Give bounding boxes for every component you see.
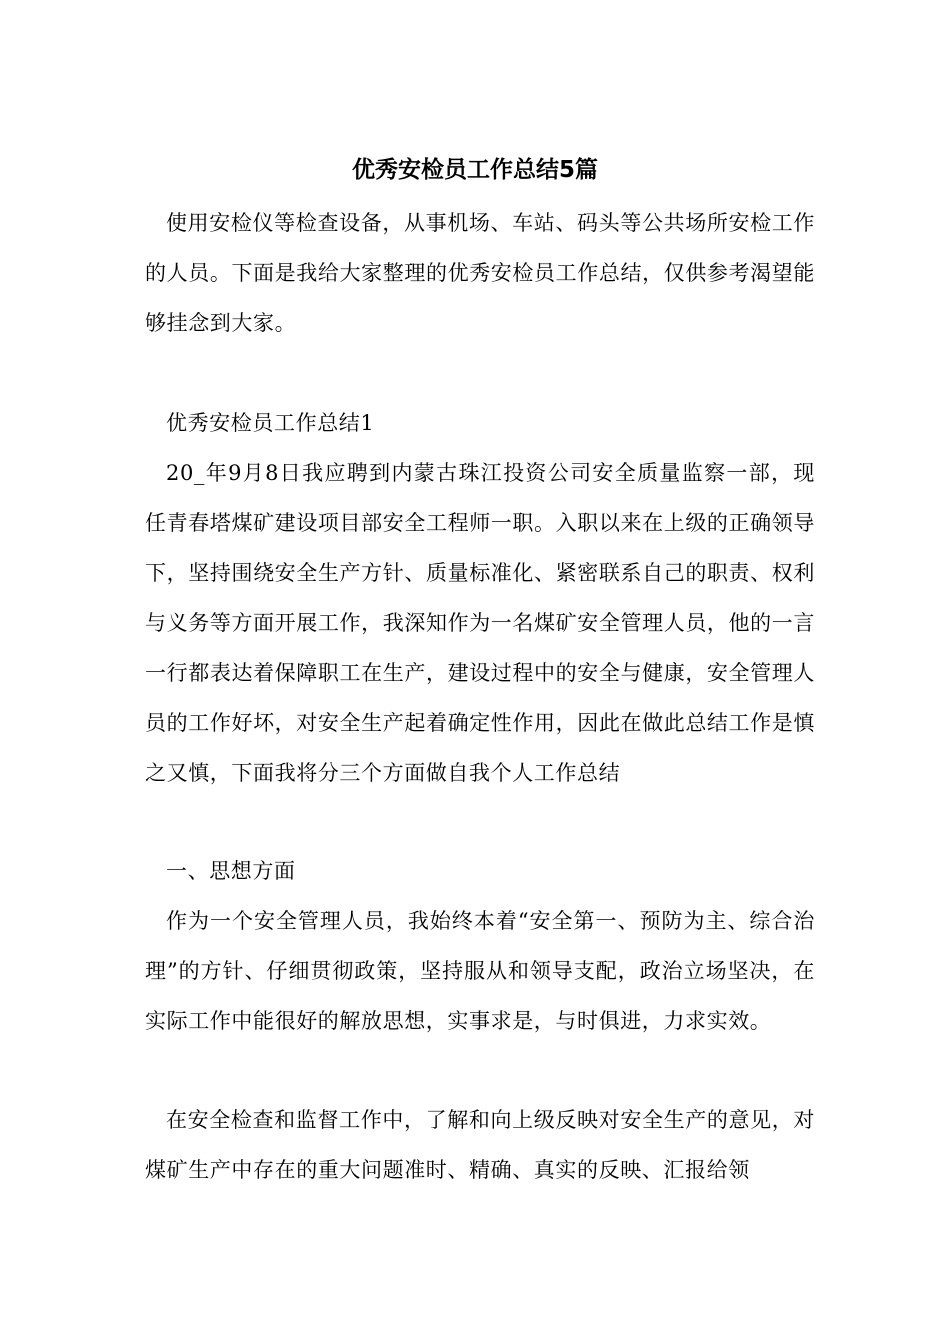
section1-paragraph: 20_年9月8日我应聘到内蒙古珠江投资公司安全质量监察一部，现任青春塔煤矿建设项目部安全工程师一职。入职以来在上级的正确领导下，坚持围绕安全生产方针、质量标准化、紧密联系自己的职责、权利与义务等方面开展工作，我深知作为一名煤矿安全管理人员，他的一言一行都表达着保障职工在生产，建设过程中的安全与健康，安全管理人员的工作好坏，对安全生产起着确定性作用，因此在做此总结工作是慎之又慎，下面我将分三个方面做自我个人工作总结 [145, 461, 815, 785]
subheading-thought: 一、思想方面 [166, 859, 296, 883]
section-heading: 优秀安检员工作总结1 [166, 411, 375, 435]
thought-paragraph: 作为一个安全管理人员，我始终本着“安全第一、预防为主、综合治理”的方针、仔细贯彻政策，坚持服从和领导支配，政治立场坚决，在实际工作中能很好的解放思想，实事求是，与时俱进，力求实效。 [145, 909, 815, 1033]
document-title: 优秀安检员工作总结5篇 [351, 157, 598, 183]
intro-paragraph: 使用安检仪等检查设备，从事机场、车站、码头等公共场所安检工作的人员。下面是我给大家整理的优秀安检员工作总结，仅供参考渴望能够挂念到大家。 [145, 211, 815, 335]
inspection-paragraph: 在安全检查和监督工作中，了解和向上级反映对安全生产的意见，对煤矿生产中存在的重大问题准时、精确、真实的反映、汇报给领 [145, 1108, 815, 1182]
